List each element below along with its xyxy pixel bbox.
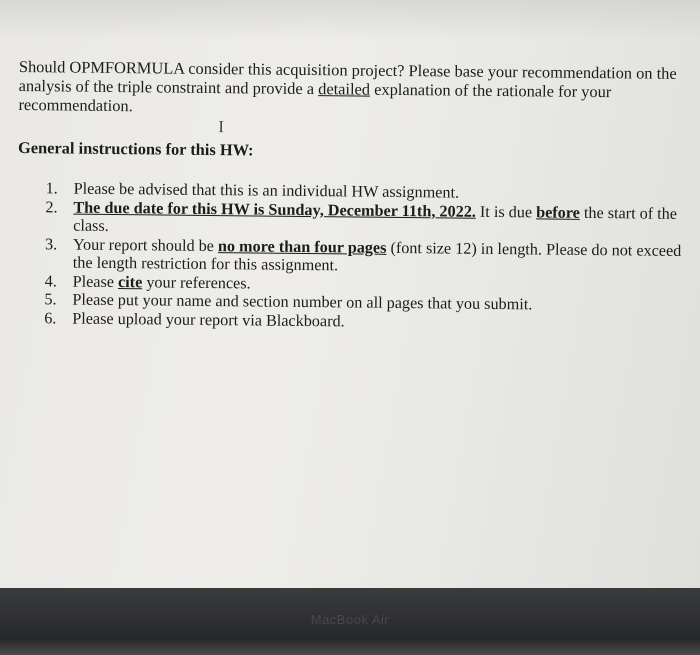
list-item-text: the start of the class. xyxy=(73,203,678,235)
laptop-bezel-edge xyxy=(0,640,700,655)
list-item-text: It is due xyxy=(475,202,537,221)
page-limit-emphasis: no more than four pages xyxy=(217,236,387,257)
list-number: 5. xyxy=(44,290,57,309)
list-item-text: Please be advised that this is an individual HW assignment. xyxy=(73,179,460,202)
list-number: 3. xyxy=(44,234,58,253)
list-number: 6. xyxy=(44,308,57,327)
due-date-text: The due date for this HW is Sunday, December 11th, 2022. xyxy=(73,198,476,221)
question-text-part1: Should OPMFORMULA consider this acquisition project? Please base your recommendation on the analysis of the triple constraint and provide a xyxy=(18,57,677,99)
question-paragraph xyxy=(18,57,687,121)
list-item-text: Please put your name and section number on all pages that you submit. xyxy=(72,290,533,314)
instructions-heading: General instructions for this HW: xyxy=(17,137,254,160)
list-number: 4. xyxy=(44,271,57,290)
list-item-text: Please upload your report via Blackboard. xyxy=(72,309,345,330)
before-emphasis: before xyxy=(536,202,580,222)
document-page xyxy=(16,57,687,334)
list-item-text: Your report should be xyxy=(72,235,219,255)
cite-emphasis: cite xyxy=(117,272,143,291)
screen-glare xyxy=(0,0,700,40)
text-cursor-icon: I xyxy=(218,117,225,137)
laptop-brand-label: MacBook Air xyxy=(310,612,390,627)
list-item-text: (font size 12) in length. Please do not exceed the length restriction for this assignment. xyxy=(72,238,682,275)
question-text-part2: explanation of the rationale for your recommendation. xyxy=(18,79,612,116)
list-number: 2. xyxy=(45,197,58,216)
list-item-text: your references. xyxy=(142,272,251,292)
instructions-list xyxy=(16,179,686,334)
list-item-text: Please xyxy=(72,272,119,291)
list-number: 1. xyxy=(45,179,58,198)
question-emphasis: detailed xyxy=(318,79,371,99)
